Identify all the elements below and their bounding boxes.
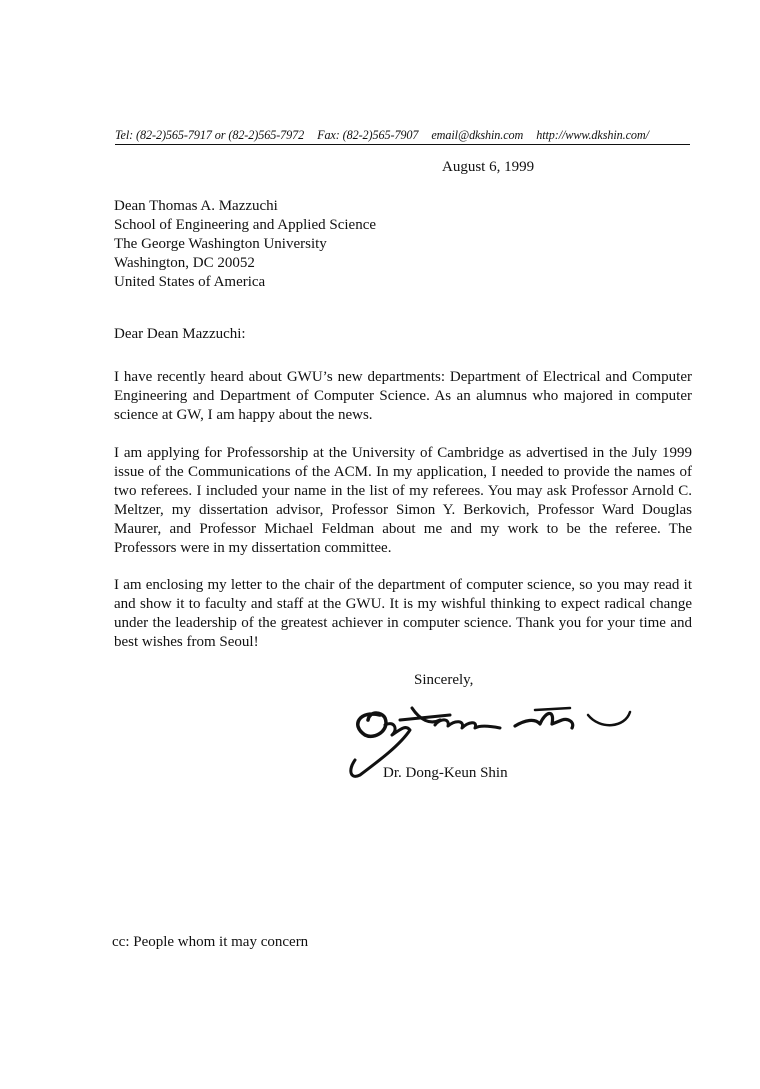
signer-name: Dr. Dong-Keun Shin — [383, 765, 508, 781]
recipient-line: Washington, DC 20052 — [114, 255, 255, 271]
body-paragraph: I am applying for Professorship at the University of Cambridge as advertised in the July 1999 issue of the Communications of the ACM. In my application, I needed to provide the names of two referees. I included your name in the list of my referees. You may ask Professor Arnold C. Meltzer, my dissertation advisor, Professor Simon Y. Berkovich, Professor Ward Douglas Maurer, and Professor Michael Feldman about me and my work to be the referee. The Professors were in my dissertation committee. — [114, 445, 692, 556]
letterhead-tel: Tel: (82-2)565-7917 or (82-2)565-7972 — [115, 128, 305, 142]
recipient-address — [114, 197, 376, 292]
recipient-line: Dean Thomas A. Mazzuchi — [114, 198, 278, 214]
recipient-line: United States of America — [114, 274, 266, 290]
cc-line: cc: People whom it may concern — [112, 934, 309, 950]
recipient-line: School of Engineering and Applied Science — [114, 217, 377, 233]
recipient-line: The George Washington University — [114, 236, 327, 252]
salutation: Dear Dean Mazzuchi: — [114, 326, 246, 342]
body-paragraph: I have recently heard about GWU’s new departments: Department of Electrical and Computer Engineering and Department of Computer Science. As an alumnus who majored in computer science at GW, I am happy about the news. — [114, 369, 692, 423]
letter-date: August 6, 1999 — [442, 159, 535, 175]
letterhead-email: email@dkshin.com — [431, 128, 524, 142]
letterhead — [115, 128, 690, 145]
letterhead-fax: Fax: (82-2)565-7907 — [317, 128, 419, 142]
closing: Sincerely, — [414, 672, 474, 688]
body-paragraph: I am enclosing my letter to the chair of the department of computer science, so you may read it and show it to faculty and staff at the GWU. It is my wishful thinking to expect radical change under the leadership of the greatest achiever in computer science. Thank you for your time and best wishes from Seoul! — [114, 577, 692, 650]
letterhead-website: http://www.dkshin.com/ — [536, 128, 649, 142]
